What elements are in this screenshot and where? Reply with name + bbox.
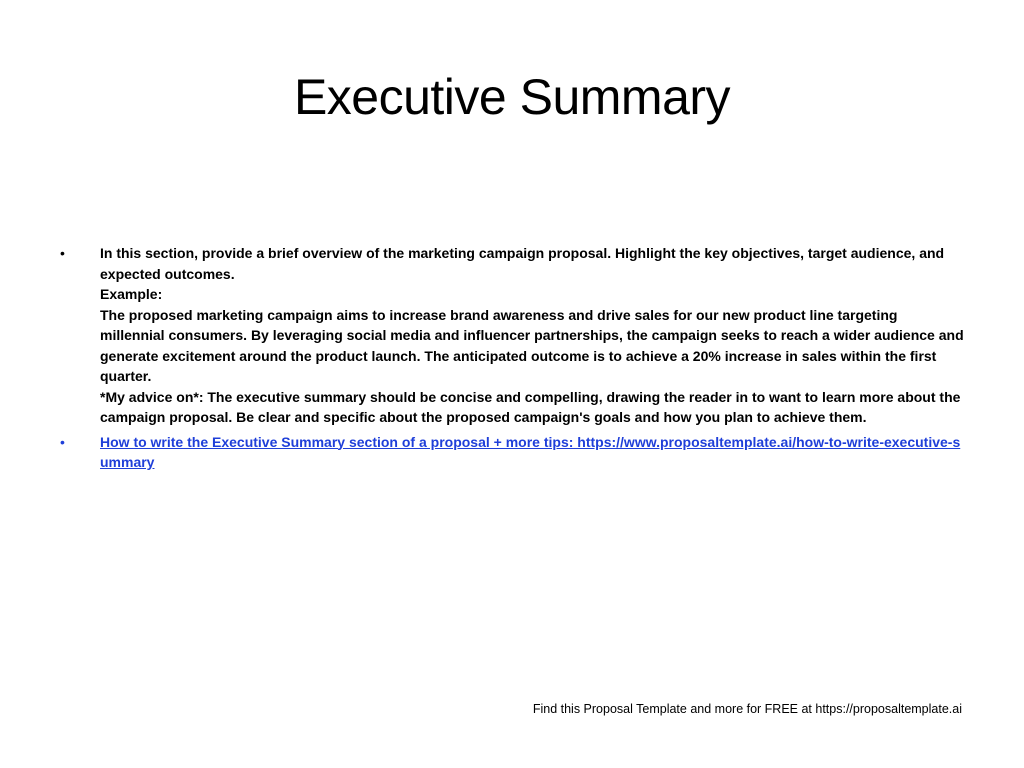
bullet-list — [58, 243, 964, 473]
overview-instructions: In this section, provide a brief overview of the marketing campaign proposal. Highlight the key objectives, target audience, and expected outcomes. — [100, 245, 945, 282]
slide-title: Executive Summary — [293, 69, 731, 125]
advice-text: *My advice on*: The executive summary should be concise and compelling, drawing the reader in to want to learn more about the campaign proposal. Be clear and specific about the proposed campaign's goals and how you plan to achieve them. — [100, 388, 961, 425]
executive-summary-guide-link[interactable]: How to write the Executive Summary section of a proposal + more tips: https://www.proposaltemplate.ai/how-to-write-executive-summary — [100, 433, 961, 470]
footer-credit: Find this Proposal Template and more for FREE at https://proposaltemplate.ai — [532, 702, 962, 716]
bullet-marker-icon: • — [60, 433, 65, 450]
example-text: The proposed marketing campaign aims to increase brand awareness and drive sales for our new product line targeting millennial consumers. By leveraging social media and influencer partnerships, the campaign seeks to reach a wider audience and generate excitement around the product launch. The anticipated outcome is to achieve a 20% increase in sales within the first quarter. — [100, 306, 964, 384]
example-label: Example: — [100, 286, 163, 302]
bullet-marker-icon: • — [60, 245, 65, 261]
bullet-item-overview — [58, 243, 964, 428]
bullet-item-link — [58, 432, 964, 473]
